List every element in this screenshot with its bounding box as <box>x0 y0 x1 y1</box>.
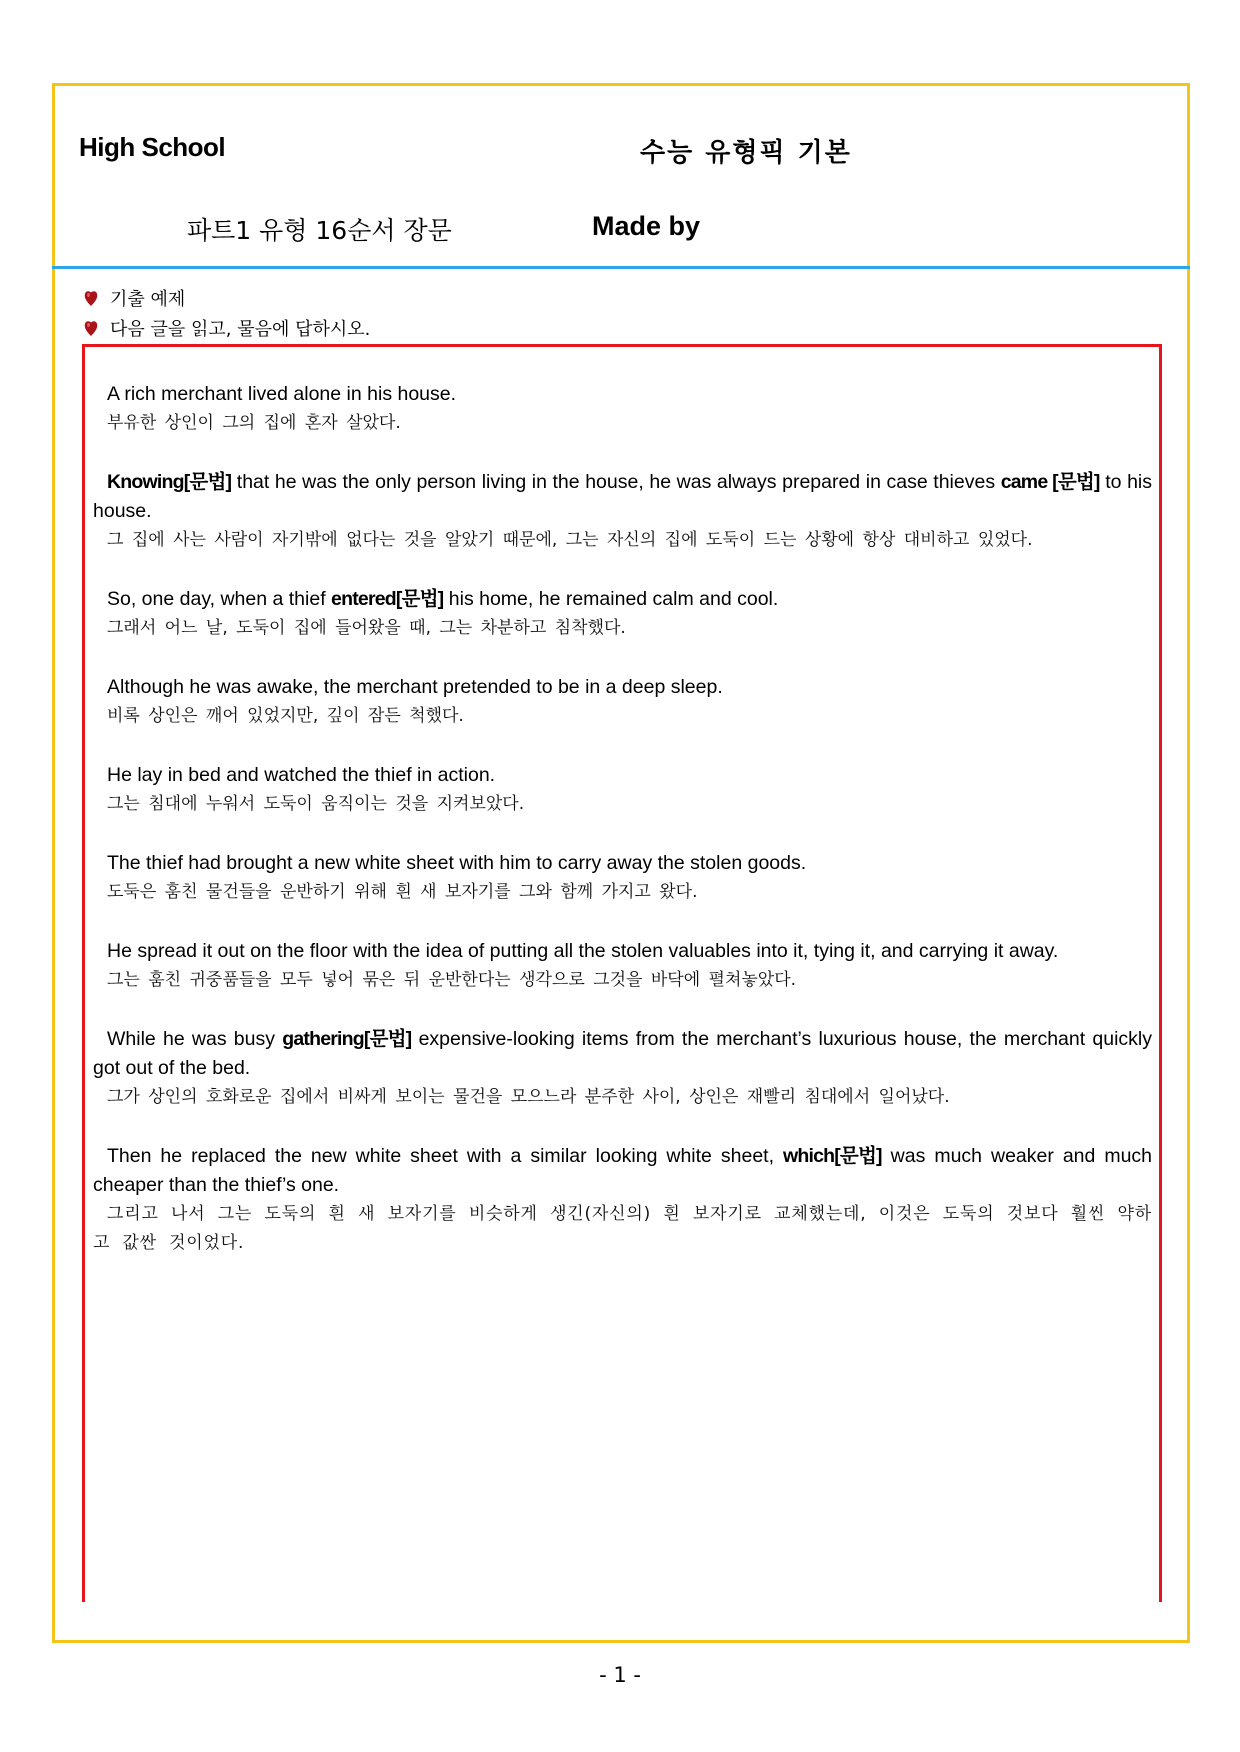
passage-paragraph <box>93 1025 1152 1112</box>
english-sentence <box>93 761 1152 790</box>
sentence-text: Then he replaced the new white sheet with a similar looking white sheet, <box>107 1145 783 1167</box>
bullet-item <box>84 315 370 341</box>
sentence-text: expensive-looking items from the merchant’s luxurious house, the merchant quickly got out of the bed. <box>93 1028 1152 1079</box>
passage-paragraph <box>93 761 1152 819</box>
series-title: 수능 유형픽 기본 <box>640 138 852 168</box>
sentence-text: was much weaker and much cheaper than the thief’s one. <box>93 1145 1153 1196</box>
school-level-label: High School <box>79 132 226 162</box>
grammar-keyword: Knowing[문법] <box>107 471 232 493</box>
passage-paragraph <box>93 380 1152 438</box>
english-sentence <box>93 1142 1152 1200</box>
passage <box>93 380 1152 1288</box>
korean-translation: 도둑은 훔친 물건들을 운반하기 위해 흰 새 보자기를 그와 함께 가지고 왔다. <box>107 882 698 902</box>
passage-paragraph <box>93 468 1152 555</box>
sentence-text: Although he was awake, the merchant pretended to be in a deep sleep. <box>107 676 723 698</box>
red-heart-icon <box>84 289 98 307</box>
grammar-keyword: gathering[문법] <box>282 1028 412 1050</box>
korean-translation: 그래서 어느 날, 도둑이 집에 들어왔을 때, 그는 차분하고 침착했다. <box>107 618 626 638</box>
passage-paragraph <box>93 585 1152 643</box>
sentence-text: He lay in bed and watched the thief in action. <box>107 764 496 786</box>
passage-paragraph <box>93 673 1152 731</box>
bullet-text: 기출 예제 <box>110 289 186 310</box>
korean-translation: 그가 상인의 호화로운 집에서 비싸게 보이는 물건을 모으느라 분주한 사이, 상인은 재빨리 침대에서 일어났다. <box>107 1087 950 1107</box>
english-sentence <box>93 937 1152 966</box>
sentence-text: A rich merchant lived alone in his house. <box>107 383 457 405</box>
english-sentence <box>93 380 1152 409</box>
english-sentence <box>93 1025 1152 1083</box>
passage-paragraph <box>93 937 1152 995</box>
header-divider <box>52 266 1190 269</box>
page-number: - 1 - <box>599 1663 641 1687</box>
english-sentence <box>93 468 1152 526</box>
part-title: 파트1 유형 16순서 장문 <box>187 216 452 245</box>
sentence-text: While he was busy <box>107 1028 283 1050</box>
english-sentence <box>93 849 1152 878</box>
grammar-keyword: came [문법] <box>1000 471 1100 493</box>
korean-translation: 부유한 상인이 그의 집에 혼자 살았다. <box>107 413 401 433</box>
korean-translation: 그 집에 사는 사람이 자기밖에 없다는 것을 알았기 때문에, 그는 자신의 집에 도둑이 드는 상황에 항상 대비하고 있었다. <box>107 530 1033 550</box>
korean-translation: 그는 침대에 누워서 도둑이 움직이는 것을 지켜보았다. <box>107 794 525 814</box>
bullet-text: 다음 글을 읽고, 물음에 답하시오. <box>110 319 371 340</box>
grammar-keyword: entered[문법] <box>331 588 444 610</box>
sentence-text: The thief had brought a new white sheet with him to carry away the stolen goods. <box>107 852 807 874</box>
korean-translation: 비록 상인은 깨어 있었지만, 깊이 잠든 척했다. <box>107 706 464 726</box>
korean-translation: 그리고 나서 그는 도둑의 흰 새 보자기를 비슷하게 생긴(자신의) 흰 보자기로 교체했는데, 이것은 도둑의 것보다 훨씬 약하고 값싼 것이었다. <box>93 1204 1152 1253</box>
english-sentence <box>93 585 1152 614</box>
sentence-text: that he was the only person living in the house, he was always prepared in case thieves <box>231 471 1001 493</box>
sentence-text: his home, he remained calm and cool. <box>443 588 779 610</box>
bullet-item <box>84 285 185 311</box>
passage-paragraph <box>93 849 1152 907</box>
grammar-keyword: which[문법] <box>782 1145 882 1167</box>
korean-translation: 그는 훔친 귀중품들을 모두 넣어 묶은 뒤 운반한다는 생각으로 그것을 바닥에 펼쳐놓았다. <box>107 970 797 990</box>
sentence-text: He spread it out on the floor with the idea of putting all the stolen valuables into it, tying it, and carrying it away. <box>107 940 1059 962</box>
sentence-text: to his house. <box>93 471 1152 522</box>
red-heart-icon <box>84 319 98 337</box>
sentence-text: So, one day, when a thief <box>107 588 332 610</box>
english-sentence <box>93 673 1152 702</box>
made-by-label: Made by <box>592 211 701 241</box>
passage-paragraph <box>93 1142 1152 1258</box>
